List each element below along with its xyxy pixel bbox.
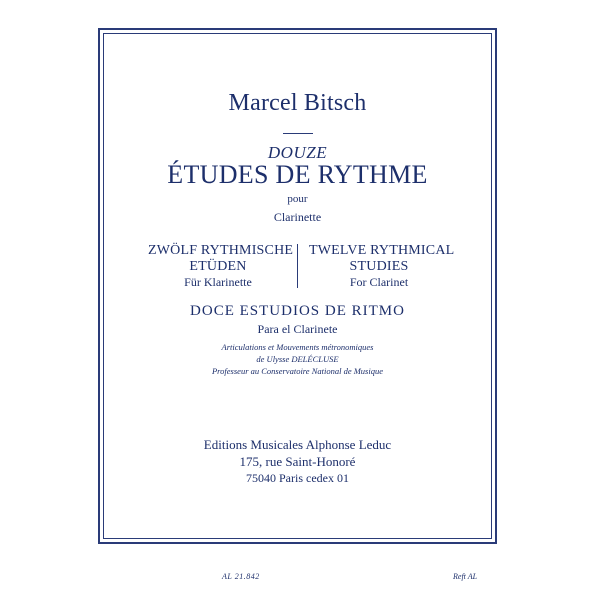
german-title-block (148, 243, 294, 290)
reference-mark: Reft AL (453, 572, 478, 581)
pour-label: pour (287, 193, 308, 205)
german-line-1: ZWÖLF RYTHMISCHE (148, 243, 294, 258)
german-line-3: Für Klarinette (184, 275, 252, 289)
spanish-subtitle: Para el Clarinete (257, 322, 338, 336)
title-prefix: DOUZE (267, 143, 328, 162)
language-divider (297, 244, 298, 288)
english-line-1: TWELVE RYTHMICAL (309, 243, 455, 258)
publisher-city: 75040 Paris cedex 01 (246, 471, 349, 485)
publisher-name: Editions Musicales Alphonse Leduc (203, 437, 392, 452)
main-title: ÉTUDES DE RYTHME (167, 160, 428, 189)
credit-line-3: Professeur au Conservatoire National de Musique (211, 366, 383, 376)
credit-line-1: Articulations et Mouvements métronomiques (221, 342, 374, 352)
english-title-block (309, 243, 455, 290)
english-line-3: For Clarinet (349, 275, 409, 289)
spanish-title: DOCE ESTUDIOS DE RITMO (190, 303, 405, 319)
instrument-label: Clarinette (273, 210, 322, 224)
english-line-2: STUDIES (349, 259, 409, 274)
german-line-2: ETÜDEN (189, 259, 247, 274)
publisher-street: 175, rue Saint-Honoré (239, 454, 356, 469)
title-rule (283, 133, 313, 134)
credit-line-2: de Ulysse DELÉCLUSE (256, 354, 339, 364)
composer-name: Marcel Bitsch (228, 90, 367, 116)
catalog-code: AL 21.842 (222, 572, 260, 581)
